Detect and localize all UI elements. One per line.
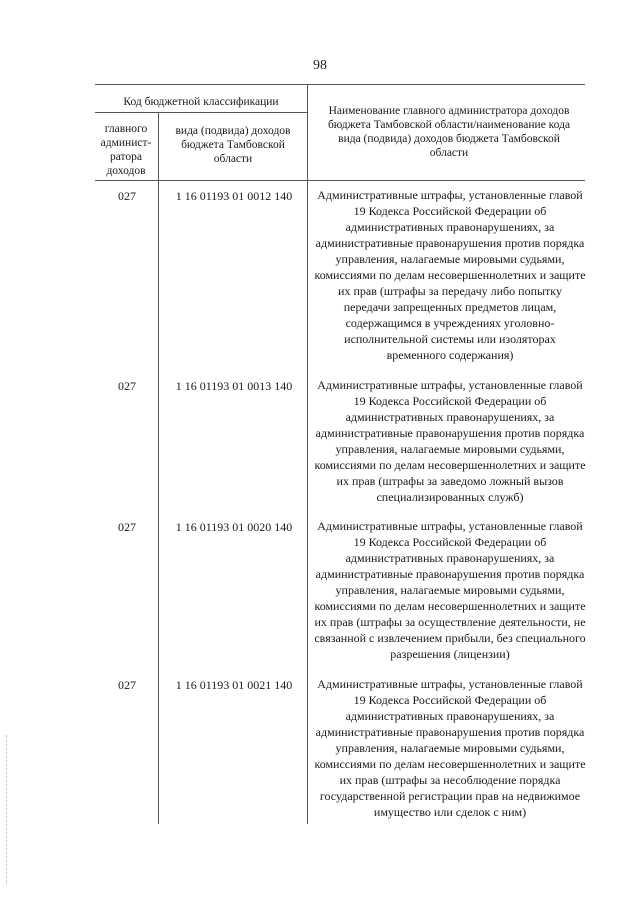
header-admin-column: главного админист-ратора доходов	[100, 123, 152, 177]
header-subgroup-line	[95, 112, 307, 113]
admin-code: 027	[118, 189, 136, 203]
header-income-type-column: вида (подвида) доходов бюджета Тамбовской области	[175, 125, 291, 165]
header-code-group: Код бюджетной классификации	[123, 96, 279, 108]
income-description: Административные штрафы, установленные главой 19 Кодекса Российской Федерации об административных правонарушениях, за административные правонарушения против порядка управления, налагаемые мировыми судьями, комиссиями по делам несовершеннолетних и защите их прав (штрафы за передачу либо попытку передачи запрещенных предметов лицам, содержащимся в учреждениях уголовно-исполнительной системы или изоляторах временного содержания)	[314, 188, 586, 362]
table-top-border	[95, 84, 585, 85]
income-description: Административные штрафы, установленные главой 19 Кодекса Российской Федерации об административных правонарушениях, за административные правонарушения против порядка управления, налагаемые мировыми судьями, комиссиями по делам несовершеннолетних и защите их прав (штрафы за заведомо ложный вызов специализированных служб)	[314, 378, 586, 504]
income-code: 1 16 01193 01 0013 140	[175, 379, 293, 393]
column-divider-1	[158, 112, 159, 824]
income-code: 1 16 01193 01 0012 140	[175, 189, 293, 203]
page-number: 98	[313, 58, 327, 73]
admin-code: 027	[118, 379, 136, 393]
admin-code: 027	[118, 520, 136, 534]
income-code: 1 16 01193 01 0020 140	[175, 520, 293, 534]
header-name-column: Наименование главного администратора доходов бюджета Тамбовской области/наименование кода вида (подвида) доходов бюджета Тамбовской области	[327, 105, 571, 159]
income-code: 1 16 01193 01 0021 140	[175, 678, 293, 692]
income-description: Административные штрафы, установленные главой 19 Кодекса Российской Федерации об административных правонарушениях, за административные правонарушения против порядка управления, налагаемые мировыми судьями, комиссиями по делам несовершеннолетних и защите их прав (штрафы за осуществление деятельности, не связанной с извлечением прибыли, без специального разрешения (лицензии)	[314, 519, 586, 661]
income-description: Административные штрафы, установленные главой 19 Кодекса Российской Федерации об административных правонарушениях, за административные правонарушения против порядка управления, налагаемые мировыми судьями, комиссиями по делам несовершеннолетних и защите их прав (штрафы за несоблюдение порядка государственной регистрации прав на недвижимое имущество или сделок с ним)	[314, 677, 586, 819]
admin-code: 027	[118, 678, 136, 692]
scan-margin-mark	[6, 735, 8, 885]
header-bottom-border	[95, 180, 585, 181]
